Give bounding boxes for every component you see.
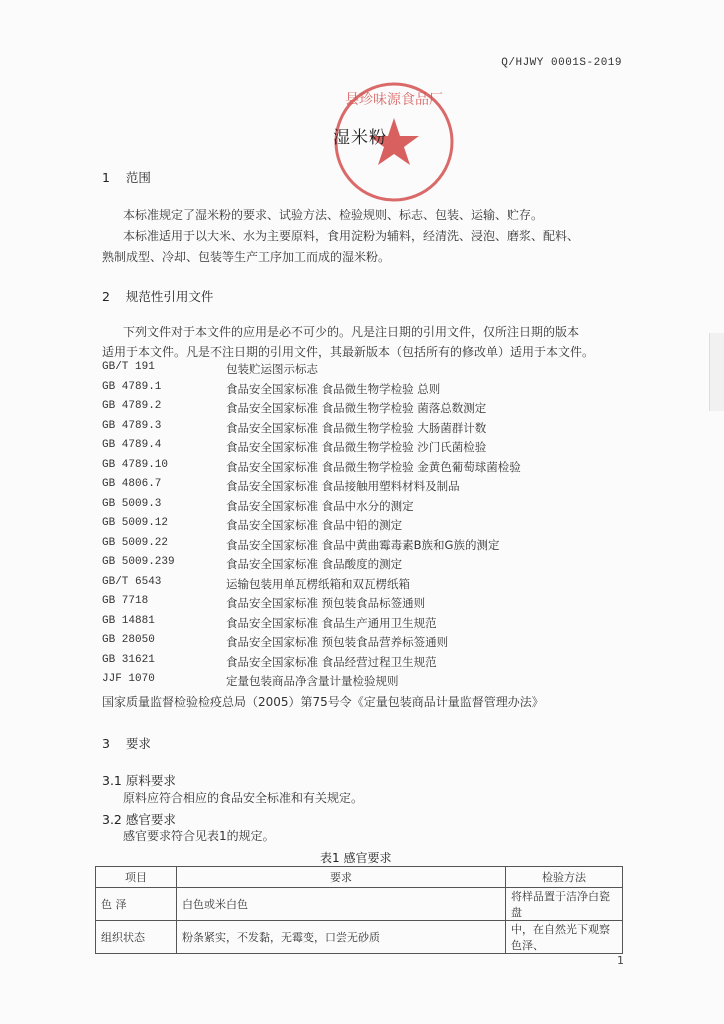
reference-item [102, 654, 622, 674]
reference-code: GB 4789.1 [102, 380, 162, 393]
reference-code: GB 5009.239 [102, 556, 175, 568]
scope-paragraph-1: 本标准规定了湿米粉的要求、试验方法、检验规则、标志、包装、运输、贮存。 [123, 208, 544, 222]
page-edge-tab [709, 333, 724, 411]
reference-code: GB 5009.3 [102, 497, 162, 510]
reference-item [102, 595, 622, 615]
reference-item [102, 556, 622, 576]
reference-code: GB 4789.4 [102, 439, 162, 451]
reference-item [102, 673, 622, 693]
row-method: 中，在自然光下观察色泽、 [506, 921, 623, 954]
reference-item [102, 381, 622, 401]
reference-item [102, 498, 622, 518]
reference-title: 食品安全国家标准 食品微生物学检验 沙门氏菌检验 [226, 440, 487, 454]
subsection-3-1-heading: 3.1 原料要求 [102, 773, 176, 788]
reference-item [102, 537, 622, 557]
references-intro-cont: 适用于本文件。凡是不注日期的引用文件，其最新版本（包括所有的修改单）适用于本文件。 [102, 345, 595, 359]
reference-code: GB 4789.2 [102, 400, 162, 412]
reference-title: 食品安全国家标准 食品微生物学检验 菌落总数测定 [226, 401, 487, 415]
section-title: 要求 [125, 736, 151, 751]
reference-item [102, 420, 622, 440]
reference-code: GB 31621 [102, 653, 155, 666]
row-method: 将样品置于洁净白瓷盘 [506, 888, 623, 921]
reference-item [102, 361, 622, 381]
row-requirement: 白色或米白色 [177, 888, 506, 921]
reference-item [102, 634, 622, 654]
reference-item [102, 439, 622, 459]
section-title: 范围 [125, 170, 151, 185]
header-requirement: 要求 [177, 867, 506, 888]
reference-code: GB 4789.3 [102, 419, 162, 432]
svg-text:县珍味源食品厂: 县珍味源食品厂 [345, 92, 443, 108]
subsection-3-2-heading: 3.2 感官要求 [102, 812, 176, 827]
reference-title: 运输包装用单瓦楞纸箱和双瓦楞纸箱 [226, 576, 410, 591]
reference-code: GB 14881 [102, 614, 155, 627]
reference-code: GB 5009.12 [102, 517, 169, 529]
reference-title: 食品安全国家标准 食品中水分的测定 [226, 498, 414, 513]
section-number: 2 [102, 289, 110, 304]
header-method: 检验方法 [506, 867, 623, 888]
table-row [96, 921, 623, 954]
document-title: 湿米粉 [333, 128, 387, 148]
reference-code: GB 7718 [102, 595, 149, 607]
header-item: 项目 [96, 867, 177, 888]
document-code: Q/HJWY 0001S-2019 [501, 57, 622, 69]
raw-material-requirement: 原料应符合相应的食品安全标准和有关规定。 [123, 791, 364, 805]
reference-code: GB 28050 [102, 634, 155, 646]
row-item: 色 泽 [96, 888, 177, 921]
reference-title: 食品安全国家标准 食品中铅的测定 [226, 518, 403, 532]
reference-item [102, 517, 622, 537]
reference-item [102, 576, 622, 596]
reference-code: GB 5009.22 [102, 536, 169, 549]
section-3-heading [102, 734, 151, 752]
reference-item [102, 615, 622, 635]
section-1-heading [102, 168, 151, 186]
reference-code: GB 4806.7 [102, 478, 162, 490]
page-number: 1 [617, 954, 624, 967]
row-requirement: 粉条紧实，不发黏，无霉变，口尝无砂质 [177, 921, 506, 954]
reference-title: 食品安全国家标准 食品经营过程卫生规范 [226, 654, 437, 669]
reference-title: 食品安全国家标准 预包装食品标签通则 [226, 596, 426, 610]
sensory-requirements-table [95, 866, 623, 954]
reference-regulation: 国家质量监督检验检疫总局（2005）第75号令《定量包装商品计量监督管理办法》 [102, 695, 544, 709]
sensory-requirement-text: 感官要求符合见表1的规定。 [123, 829, 275, 843]
reference-title: 包装贮运图示标志 [226, 362, 318, 376]
table-row [96, 888, 623, 921]
table-header-row [96, 867, 623, 888]
references-intro: 下列文件对于本文件的应用是必不可少的。凡是注日期的引用文件，仅所注日期的版本 [123, 325, 580, 339]
section-number: 3 [102, 736, 110, 751]
reference-item [102, 459, 622, 479]
reference-code: JJF 1070 [102, 673, 155, 685]
reference-title: 食品安全国家标准 食品微生物学检验 金黄色葡萄球菌检验 [226, 459, 521, 474]
reference-title: 食品安全国家标准 食品接触用塑料材料及制品 [226, 479, 460, 493]
section-2-heading [102, 287, 213, 305]
reference-item [102, 400, 622, 420]
reference-title: 食品安全国家标准 食品酸度的测定 [226, 557, 403, 571]
reference-code: GB/T 191 [102, 361, 155, 373]
reference-title: 食品安全国家标准 食品微生物学检验 大肠菌群计数 [226, 420, 487, 435]
table-caption: 表1 感官要求 [320, 851, 392, 865]
section-number: 1 [102, 170, 110, 185]
reference-title: 食品安全国家标准 预包装食品营养标签通则 [226, 635, 449, 649]
section-title: 规范性引用文件 [125, 289, 214, 304]
reference-code: GB/T 6543 [102, 575, 162, 588]
reference-code: GB 4789.10 [102, 458, 169, 471]
reference-item [102, 478, 622, 498]
reference-title: 食品安全国家标准 食品微生物学检验 总则 [226, 381, 441, 396]
reference-title: 定量包装商品净含量计量检验规则 [226, 674, 399, 688]
row-item: 组织状态 [96, 921, 177, 954]
scope-paragraph-2: 本标准适用于以大米、水为主要原料，食用淀粉为辅料，经清洗、浸泡、磨浆、配料、 [123, 229, 580, 243]
scope-paragraph-2-cont: 熟制成型、冷却、包装等生产工序加工而成的湿米粉。 [102, 250, 391, 264]
reference-title: 食品安全国家标准 食品中黄曲霉毒素B族和G族的测定 [226, 537, 500, 552]
reference-title: 食品安全国家标准 食品生产通用卫生规范 [226, 615, 437, 630]
